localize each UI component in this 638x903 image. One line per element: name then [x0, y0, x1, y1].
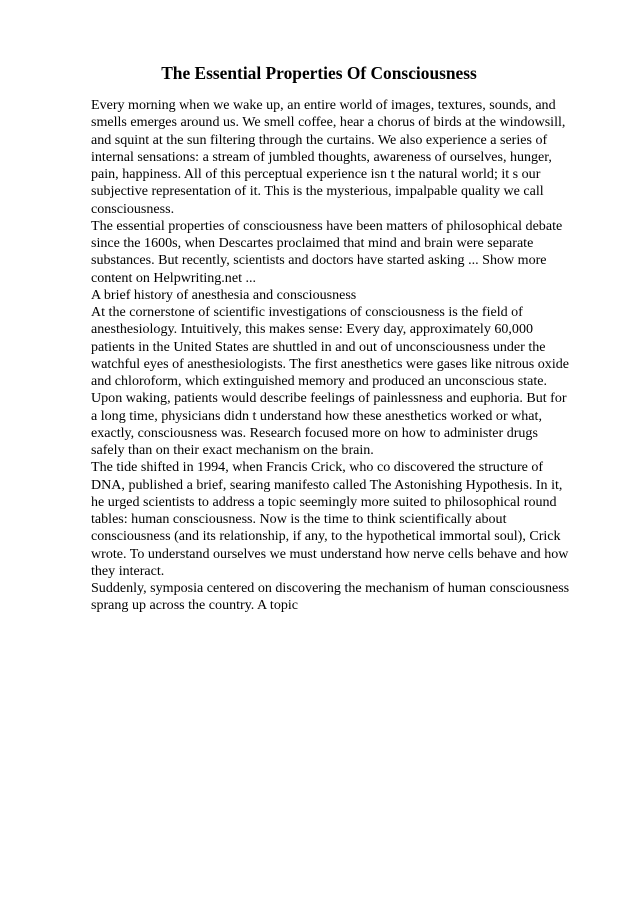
text-line: sprang up across the country. A topic — [91, 597, 299, 614]
text-line: consciousness. — [91, 200, 175, 217]
text-line: pain, happiness. All of this perceptual experience isn t the natural world; it s our — [91, 166, 541, 182]
text-line: since the 1600s, when Descartes proclaimed that mind and brain were separate — [91, 235, 534, 251]
section-heading: A brief history of anesthesia and consciousness — [91, 286, 357, 303]
text-line: internal sensations: a stream of jumbled thoughts, awareness of ourselves, hunger, — [91, 148, 552, 165]
text-line: they interact. — [91, 562, 165, 579]
text-line: he urged scientists to address a topic seemingly more suited to philosophical round — [91, 493, 557, 510]
document-body — [91, 97, 611, 615]
text-line: wrote. To understand ourselves we must understand how nerve cells behave and how — [91, 545, 569, 562]
text-line: At the cornerstone of scientific investigations of consciousness is the field of — [91, 304, 523, 320]
text-line: The tide shifted in 1994, when Francis Crick, who co discovered the structure of — [91, 459, 544, 476]
text-line: exactly, consciousness was. Research focused more on how to administer drugs — [91, 424, 538, 441]
text-line: Every morning when we wake up, an entire world of images, textures, sounds, and — [91, 97, 556, 113]
text-line: subjective representation of it. This is the mysterious, impalpable quality we call — [91, 183, 544, 200]
text-line: a long time, physicians didn t understand how these anesthetics worked or what, — [91, 407, 542, 424]
text-line: The essential properties of consciousness have been matters of philosophical debate — [91, 217, 563, 234]
text-line: tables: human consciousness. Now is the time to think scientifically about — [91, 511, 507, 527]
text-line: anesthesiology. Intuitively, this makes sense: Every day, approximately 60,000 — [91, 321, 533, 338]
text-line: watchful eyes of anesthesiologists. The first anesthetics were gases like nitrous oxide — [91, 355, 569, 372]
text-line: DNA, published a brief, searing manifesto called The Astonishing Hypothesis. In it, — [91, 476, 563, 493]
text-line: content on Helpwriting.net ... — [91, 269, 257, 286]
text-line: substances. But recently, scientists and doctors have started asking ... Show more — [91, 252, 547, 269]
text-line: and chloroform, which extinguished memory and produced an unconscious state. — [91, 373, 548, 389]
page-title: The Essential Properties Of Consciousness — [161, 63, 477, 83]
text-line: patients in the United States are shuttled in and out of unconsciousness under the — [91, 338, 546, 355]
text-line: and squint at the sun filtering through the curtains. We also experience a series of — [91, 131, 548, 148]
text-line: consciousness (and its relationship, if any, to the hypothetical immortal soul), Crick — [91, 528, 561, 545]
text-line: Upon waking, patients would describe feelings of painlessness and euphoria. But for — [91, 390, 567, 407]
text-line: safely than on their exact mechanism on the brain. — [91, 442, 374, 458]
text-line: smells emerges around us. We smell coffee, hear a chorus of birds at the windowsill, — [91, 114, 566, 131]
text-line: Suddenly, symposia centered on discovering the mechanism of human consciousness — [91, 580, 570, 596]
